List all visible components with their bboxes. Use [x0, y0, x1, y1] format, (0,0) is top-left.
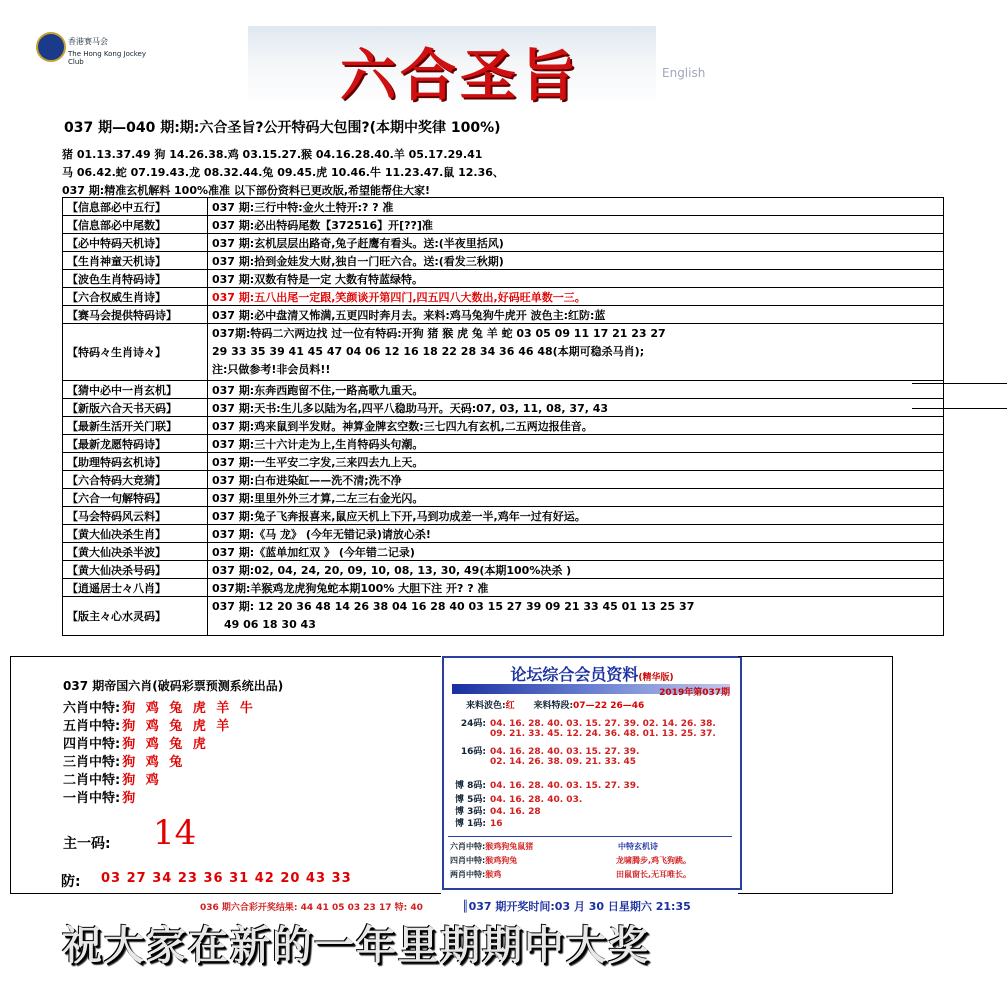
panel-title: 论坛综合会员资料(精华版) — [510, 665, 674, 684]
row-text: 037期:羊猴鸡龙虎狗兔蛇本期100% 大胆下注 开? ? 准 — [208, 579, 944, 597]
row-text: 037 期:必中盘清又怖满,五更四时奔月去。来料:鸡马兔狗牛虎开 波色主:红防:蓝 — [208, 306, 944, 324]
logo-text-en: The Hong Kong Jockey Club — [68, 50, 146, 66]
panel-two: 两肖中特:猴鸡 — [450, 870, 502, 879]
intro-text: 037 期:精准玄机解料 100%准准 以下部份资料已更改版,希望能帮住大家! — [62, 184, 431, 197]
panel-bottom — [448, 836, 732, 883]
panel-row: 博 3码: 04. 16. 28 — [455, 807, 541, 817]
table-row — [63, 417, 944, 435]
row-text: 037 期:玄机层层出路奇,兔子赶鹰有看头。送:(半夜里括风) — [208, 234, 944, 252]
logo-text-cn: 香港赛马会 — [68, 37, 108, 46]
table-row — [63, 471, 944, 489]
fang-value: 03 27 34 23 36 31 42 20 43 33 — [101, 871, 352, 886]
row-text: 037 期:02, 04, 24, 20, 09, 10, 08, 13, 30, 49(本期100%决杀 ) — [208, 561, 944, 579]
row-label: 【波色生肖特码诗】 — [63, 270, 208, 288]
row-label: 【新版六合天书天码】 — [63, 399, 208, 417]
right-box — [738, 656, 893, 894]
six-item: 一肖中特: 狗 — [63, 791, 139, 806]
row-text: 037 期:兔子飞奔报喜来,鼠应天机上下开,马到功成差一半,鸡年一过有好运。 — [208, 507, 944, 525]
english-link[interactable]: English — [662, 66, 706, 80]
row-text: 037 期:拾到金娃发大财,独自一门旺六合。送:(看发三秋期) — [208, 252, 944, 270]
draw-time: ║037 期开奖时间:03 月 30 日星期六 21:35 — [462, 900, 691, 913]
poem-line: 龙啸腾步,鸡飞狗跳。 — [616, 856, 692, 865]
table-row — [63, 252, 944, 270]
headline: 037 期—040 期:期:六合圣旨?公开特码大包围?(本期中奖律 100%) — [64, 120, 501, 136]
row-text: 037 期:一生平安二字发,三来四去九上天。 — [208, 453, 944, 471]
table-row — [63, 288, 944, 306]
row-label: 【六合特码大竞猜】 — [63, 471, 208, 489]
row-label: 【黄大仙决杀半波】 — [63, 543, 208, 561]
panel-row: 24码: 04. 16. 28. 40. 03. 15. 27. 39. 02. 14. 26. 38. — [460, 719, 716, 729]
row-line: 49 06 18 30 43 — [224, 618, 316, 631]
table-row — [63, 489, 944, 507]
poem-title: 中特玄机诗 — [618, 842, 658, 851]
panel-period: 2019年第037期 — [659, 688, 730, 698]
banner-title: 六合圣旨 — [340, 43, 580, 109]
row-label: 【特码々生肖诗々】 — [63, 324, 208, 381]
jockey-club-logo[interactable] — [36, 32, 146, 74]
row-label: 【最新龙愿特码诗】 — [63, 435, 208, 453]
last-results: 036 期六合彩开奖结果: 44 41 05 03 23 17 特: 40 — [200, 903, 423, 913]
table-row — [63, 216, 944, 234]
row-text: 037 期:双数有特是一定 大数有特蓝绿特。 — [208, 270, 944, 288]
table-row — [63, 543, 944, 561]
table-row — [63, 561, 944, 579]
row-text: 037 期:五八出尾一定跟,笑颜谈开第四门,四五四八大数出,好码旺单数一三。 — [208, 288, 944, 306]
row-label: 【六合权威生肖诗】 — [63, 288, 208, 306]
row-label: 【六合一句解特码】 — [63, 489, 208, 507]
row-text: 037 期:东奔西跑留不住,一路高歌九重天。 — [208, 381, 944, 399]
table-row — [63, 198, 944, 216]
row-label: 【必中特码天机诗】 — [63, 234, 208, 252]
main-code-value: 14 — [153, 813, 197, 853]
table-row — [63, 525, 944, 543]
row-line: 037 期: 12 20 36 48 14 26 38 04 16 28 40 03 15 27 39 09 21 33 45 01 13 25 37 — [212, 600, 695, 613]
table-row — [63, 597, 944, 636]
empire-six-box — [10, 656, 441, 894]
row-line: 037期:特码二六两边找 过一位有特码:开狗 猪 猴 虎 兔 羊 蛇 03 05 09 11 17 21 23 27 — [212, 327, 666, 340]
table-row — [63, 507, 944, 525]
row-text: 037 期:天书:生儿多以陆为名,四平八稳助马开。天码:07, 03, 11, 08, 37, 43 — [208, 399, 944, 417]
row-label: 【信息部必中五行】 — [63, 198, 208, 216]
row-text: 037 期:白布进染缸——洗不清;洗不净 — [208, 471, 944, 489]
panel-row: 博 8码: 04. 16. 28. 40. 03. 15. 27. 39. — [455, 781, 640, 791]
table-row — [63, 453, 944, 471]
six-item: 二肖中特: 狗 鸡 — [63, 773, 162, 788]
row-text: 037 期:《马 龙》 (今年无错记录)请放心杀! — [208, 525, 944, 543]
six-item: 六肖中特: 狗 鸡 兔 虎 羊 牛 — [63, 701, 256, 716]
tips-table — [62, 197, 944, 636]
panel-row: 博 1码: 16 — [455, 819, 503, 829]
row-text: 037 期:必出特码尾数【372516】开[??]准 — [208, 216, 944, 234]
empire-title: 037 期帝国六肖(破码彩票预测系统出品) — [63, 679, 284, 693]
row-label: 【版主々心水灵码】 — [63, 597, 208, 636]
panel-row: 09. 21. 33. 45. 12. 24. 36. 48. 01. 13. 25. 37. — [490, 729, 716, 739]
panel-four: 四肖中特:猴鸡狗兔 — [450, 856, 518, 865]
table-row — [63, 399, 944, 417]
row-line: 29 33 35 39 41 45 47 04 06 12 16 18 22 28 34 36 46 48(本期可稳杀马肖); — [212, 345, 645, 358]
six-item: 三肖中特: 狗 鸡 兔 — [63, 755, 186, 770]
table-row — [63, 324, 944, 381]
panel-six: 六肖中特:猴鸡狗兔鼠猪 — [450, 842, 534, 851]
row-label: 【马会特码风云料】 — [63, 507, 208, 525]
horse-emblem-icon — [36, 32, 66, 62]
divider — [912, 383, 1007, 384]
table-row — [63, 270, 944, 288]
row-label: 【生肖神童天机诗】 — [63, 252, 208, 270]
row-text: 037 期:鸡来鼠到半发财。神算金牌玄空数:三七四九有玄机,二五两边报佳音。 — [208, 417, 944, 435]
panel-row: 02. 14. 26. 38. 09. 21. 33. 45 — [490, 757, 637, 767]
row-text — [208, 324, 944, 381]
main-code-label: 主一码: — [63, 836, 111, 852]
table-row — [63, 435, 944, 453]
banner — [248, 26, 656, 108]
poem-line: 田鼠窗长,无耳唯长。 — [616, 870, 692, 879]
fang-label: 防: — [61, 874, 81, 890]
row-label: 【助理特码玄机诗】 — [63, 453, 208, 471]
panel-row: 博 5码: 04. 16. 28. 40. 03. — [455, 795, 583, 805]
row-label: 【最新生活开关门联】 — [63, 417, 208, 435]
slogan: 祝大家在新的一年里期期中大奖 — [62, 922, 650, 969]
row-label: 【黄大仙决杀号码】 — [63, 561, 208, 579]
row-label: 【赛马会提供特码诗】 — [63, 306, 208, 324]
panel-subline: 来料波色:红 来料特段:07—22 26—46 — [466, 701, 645, 711]
six-item: 五肖中特: 狗 鸡 兔 虎 羊 — [63, 719, 233, 734]
row-text: 037 期:《蓝单加红双 》 (今年错二记录) — [208, 543, 944, 561]
row-text: 037 期:三十六计走为上,生肖特码头句潮。 — [208, 435, 944, 453]
row-text: 037 期:三行中特:金火土特开:? ? 准 — [208, 198, 944, 216]
table-row — [63, 234, 944, 252]
zodiac-line: 马 06.42.蛇 07.19.43.龙 08.32.44.兔 09.45.虎 10.46.牛 11.23.47.鼠 12.36、 — [62, 166, 504, 179]
table-row — [63, 579, 944, 597]
row-label: 【逍遥居士々八肖】 — [63, 579, 208, 597]
table-row — [63, 306, 944, 324]
row-label: 【黄大仙决杀生肖】 — [63, 525, 208, 543]
divider — [912, 408, 1007, 409]
row-line: 注:只做参考!非会员料!! — [212, 363, 331, 376]
member-data-panel — [442, 656, 742, 890]
six-item: 四肖中特: 狗 鸡 兔 虎 — [63, 737, 209, 752]
row-label: 【信息部必中尾数】 — [63, 216, 208, 234]
panel-row: 16码: 04. 16. 28. 40. 03. 15. 27. 39. — [460, 747, 640, 757]
row-text: 037 期:里里外外三才算,二左三右金光闪。 — [208, 489, 944, 507]
row-text — [208, 597, 944, 636]
row-label: 【猜中必中一肖玄机】 — [63, 381, 208, 399]
zodiac-line: 猪 01.13.37.49 狗 14.26.38.鸡 03.15.27.猴 04.16.28.40.羊 05.17.29.41 — [62, 148, 483, 161]
table-row — [63, 381, 944, 399]
